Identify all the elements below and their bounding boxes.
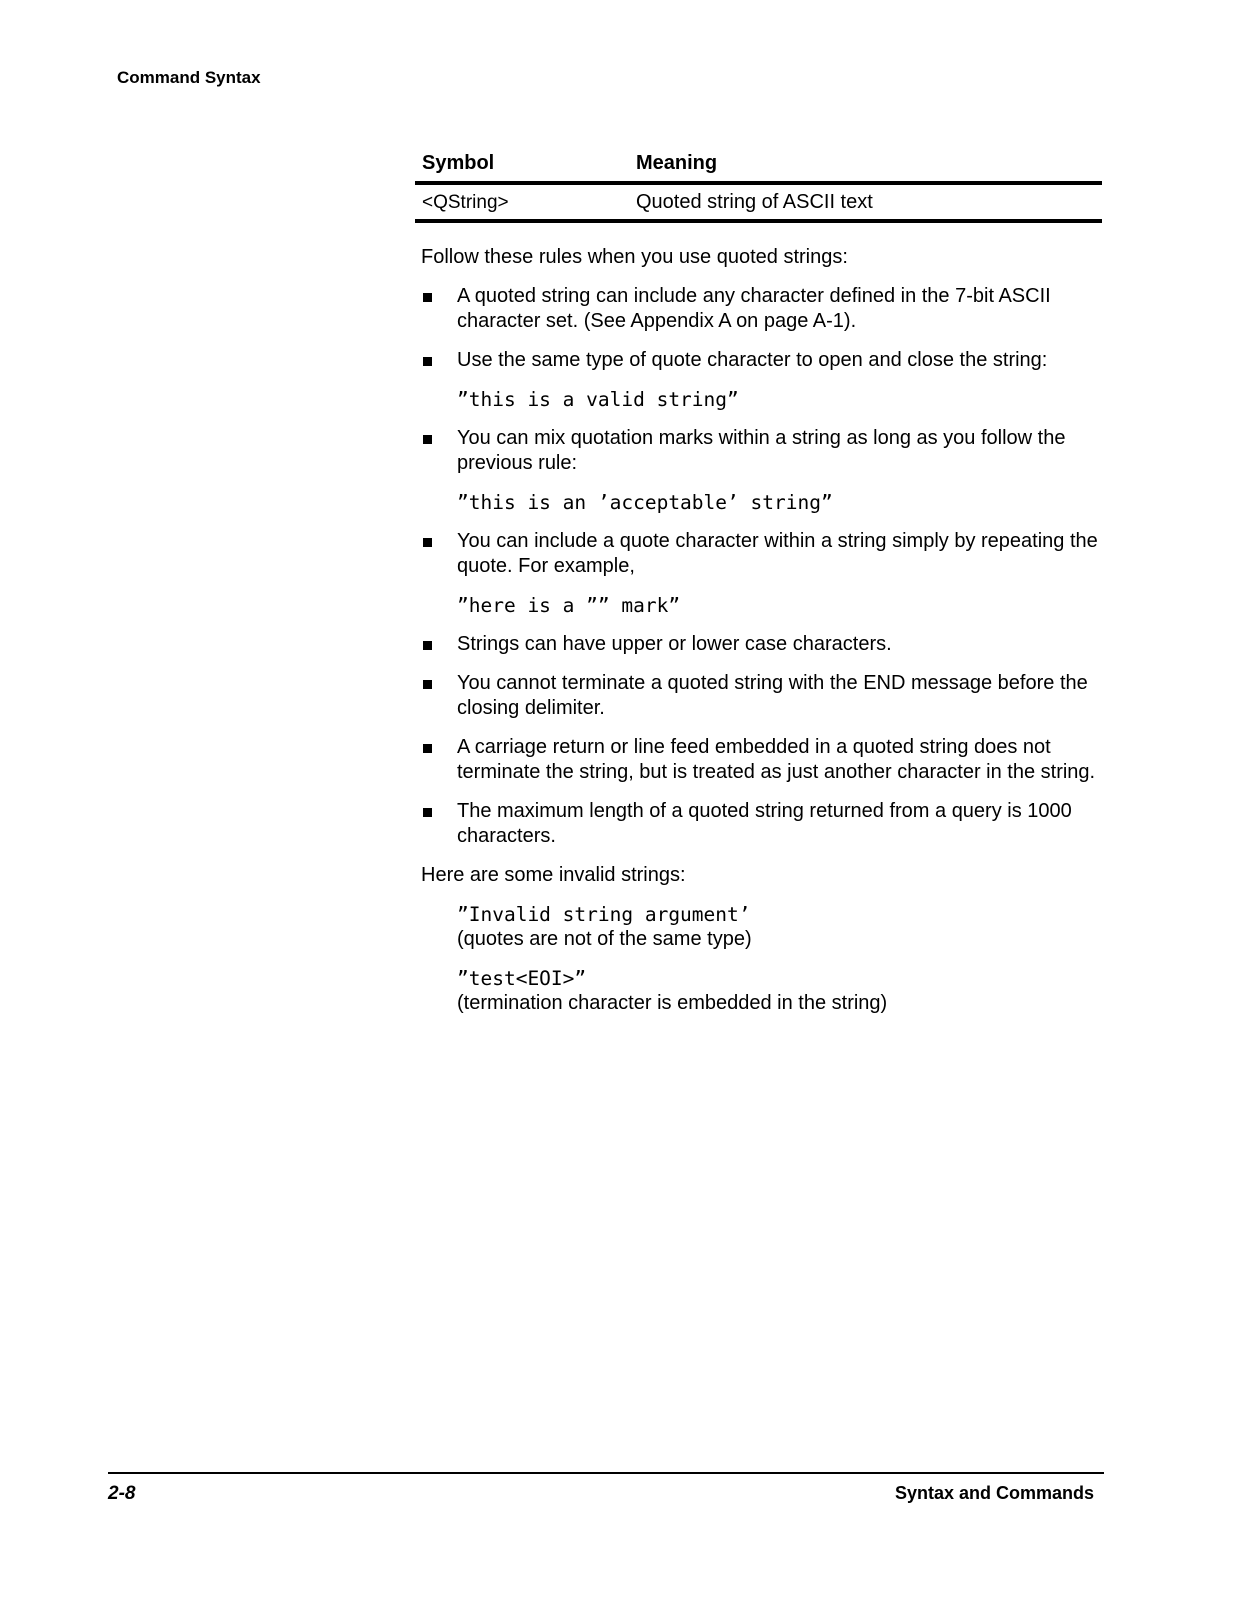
symbol-table — [415, 150, 1102, 223]
rule-text: You can include a quote character within a string simply by repeating the quote. For example, — [457, 530, 1098, 577]
invalid-code-example: ”test<EOI>” — [457, 967, 587, 990]
square-bullet-icon — [423, 680, 432, 689]
list-item — [415, 735, 1102, 785]
square-bullet-icon — [423, 357, 432, 366]
invalid-note: (termination character is embedded in the string) — [457, 992, 888, 1014]
spacer — [457, 952, 1102, 966]
list-item — [415, 426, 1102, 515]
main-content — [415, 150, 1102, 1016]
rule-text: Use the same type of quote character to open and close the string: — [457, 349, 1048, 371]
square-bullet-icon — [423, 641, 432, 650]
symbol-cell: <QString> — [415, 183, 629, 221]
list-item — [415, 632, 1102, 657]
invalid-strings-block — [457, 902, 1102, 1016]
list-item — [415, 284, 1102, 334]
rules-intro: Follow these rules when you use quoted strings: — [421, 246, 848, 268]
footer-divider — [108, 1472, 1104, 1474]
rule-text: A quoted string can include any character defined in the 7-bit ASCII character set. (See Appendix A on page A-1). — [457, 285, 1051, 332]
rule-text: A carriage return or line feed embedded in a quoted string does not terminate the string, but is treated as just another character in the string. — [457, 736, 1096, 783]
rule-text: The maximum length of a quoted string returned from a query is 1000 characters. — [457, 800, 1072, 847]
square-bullet-icon — [423, 744, 432, 753]
page-number: 2-8 — [108, 1483, 136, 1504]
column-header-symbol: Symbol — [415, 150, 629, 183]
list-item — [415, 671, 1102, 721]
list-item — [415, 799, 1102, 849]
rule-text: You can mix quotation marks within a string as long as you follow the previous rule: — [457, 427, 1066, 474]
invalid-code-example: ”Invalid string argument’ — [457, 903, 751, 926]
invalid-note: (quotes are not of the same type) — [457, 928, 752, 950]
rule-text: Strings can have upper or lower case characters. — [457, 633, 892, 655]
rules-list — [415, 284, 1102, 849]
code-example: ”this is an ’acceptable’ string” — [457, 491, 833, 514]
rule-text: You cannot terminate a quoted string with the END message before the closing delimiter. — [457, 672, 1088, 719]
square-bullet-icon — [423, 293, 432, 302]
code-example: ”this is a valid string” — [457, 388, 739, 411]
square-bullet-icon — [423, 538, 432, 547]
list-item — [415, 529, 1102, 618]
square-bullet-icon — [423, 435, 432, 444]
table-header-row — [415, 150, 1102, 183]
meaning-cell: Quoted string of ASCII text — [629, 183, 1102, 221]
running-header: Command Syntax — [117, 68, 261, 87]
table-row — [415, 183, 1102, 221]
list-item — [415, 348, 1102, 412]
column-header-meaning: Meaning — [629, 150, 1102, 183]
invalid-strings-intro: Here are some invalid strings: — [421, 864, 686, 886]
square-bullet-icon — [423, 808, 432, 817]
footer-section-title: Syntax and Commands — [894, 1483, 1094, 1503]
code-example: ”here is a ”” mark” — [457, 594, 681, 617]
